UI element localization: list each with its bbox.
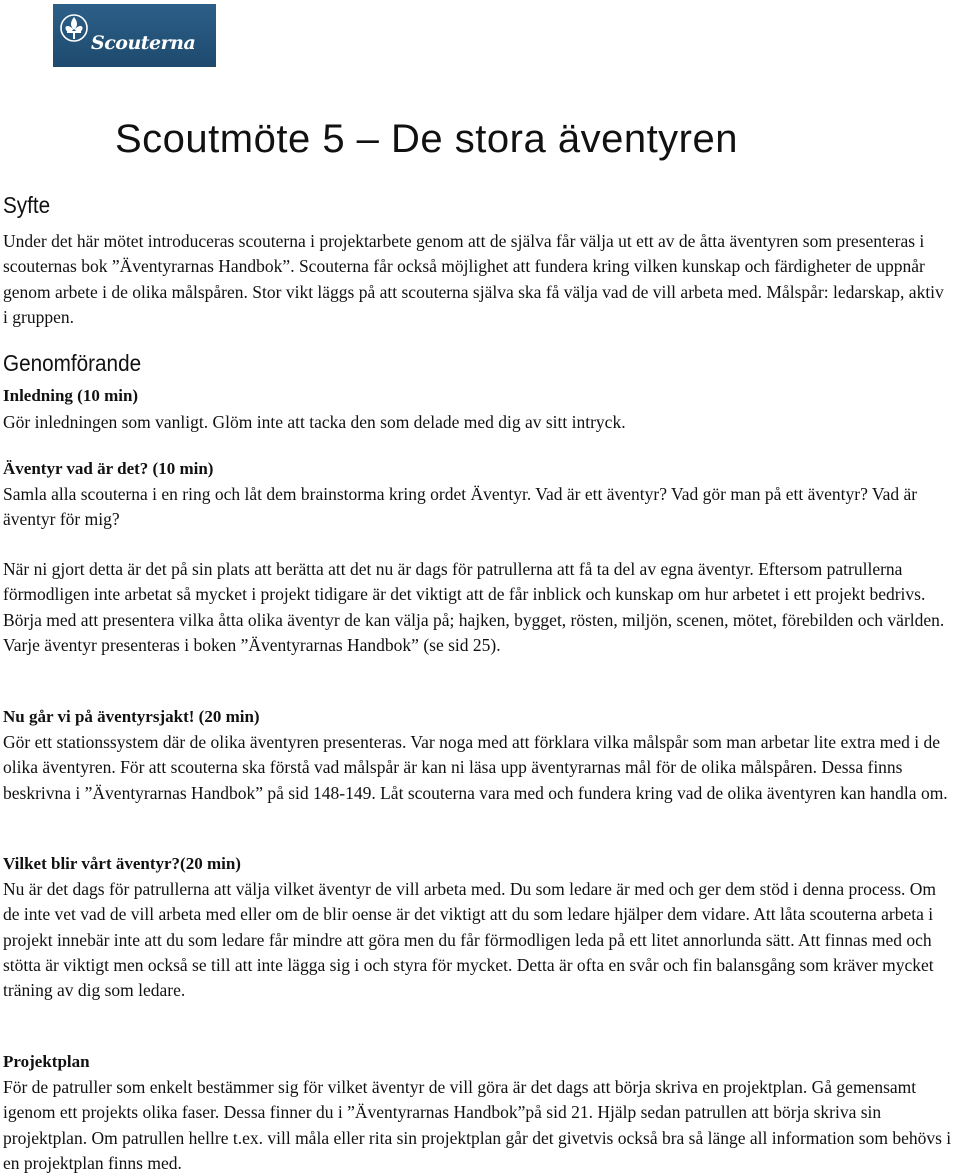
syfte-heading: Syfte [3, 192, 51, 218]
section-text-aventyrsjakt: Gör ett stationssystem där de olika äventyren presenteras. Var noga med att förklara vilka målspår som man arbetar lite extra med i de olika äventyren. För att scouterna ska förstå vad målspår är kan ni läsa upp äventyrarnas mål för de olika målspåren. Dessa finns beskrivna i ”Äventyrarnas Handbok” på sid 148-149. Låt scouterna vara med och fundera kring vad de olika äventyren kan handla om. [3, 732, 948, 803]
section-title-projektplan: Projektplan [3, 1052, 90, 1071]
section-title-inledning: Inledning (10 min) [3, 386, 139, 405]
scouterna-logo [53, 4, 216, 67]
page-title: Scoutmöte 5 – De stora äventyren [115, 117, 738, 161]
genomforande-heading: Genomförande [3, 350, 142, 376]
section-text-aventyr: Samla alla scouterna i en ring och låt dem brainstorma kring ordet Äventyr. Vad är ett äventyr? Vad gör man på ett äventyr? Vad är äventyr för mig? [3, 484, 918, 530]
section-text-inledning: Gör inledningen som vanligt. Glöm inte att tacka den som delade med dig av sitt intryck. [3, 412, 626, 432]
section-text-projektplan: För de patruller som enkelt bestämmer sig för vilket äventyr de vill göra är det dags att börja skriva en projektplan. Gå gemensamt igenom ett projekts olika faser. Dessa finner du i ”Äventyrarnas Handbok”på sid 21. Hjälp sedan patrullen att börja skriva sin projektplan. Om patrullen hellre t.ex. vill måla eller rita sin projektplan går det givetvis också bra så länge all information som behövs i en projektplan finns med. [3, 1077, 952, 1173]
section-title-vilket: Vilket blir vårt äventyr?(20 min) [3, 854, 241, 873]
logo-wordmark: Scouterna [91, 32, 196, 54]
section-title-aventyrsjakt: Nu går vi på äventyrsjakt! (20 min) [3, 707, 260, 726]
syfte-text: Under det här mötet introduceras scouterna i projektarbete genom att de själva får välja ut ett av de åtta äventyren som presenteras i scouternas bok ”Äventyrarnas Handbok”. Scouterna får också möjlighet att fundera kring vilken kunskap och färdigheter de uppnår genom arbete i de olika målspåren. Stor vikt läggs på att scouterna själva ska få välja vad de vill arbeta med. Målspår: ledarskap, aktiv i gruppen. [3, 231, 944, 327]
section-text-vilket: Nu är det dags för patrullerna att välja vilket äventyr de vill arbeta med. Du som ledare är med och ger dem stöd i denna process. Om de inte vet vad de vill arbeta med eller om de blir oense är det viktigt att du som ledare hjälper dem vidare. Att låta scouterna arbeta i projekt innebär inte att du som ledare får mindre att göra men du får förmodligen leda på ett litet annorlunda sätt. Att finnas med och stötta är viktigt men också se till att inte lägga sig i och styra för mycket. Detta är ofta en svår och fin balansgång som kräver mycket träning av dig som ledare. [3, 879, 937, 1001]
section-title-aventyr: Äventyr vad är det? (10 min) [3, 459, 214, 478]
section-text-presentation: När ni gjort detta är det på sin plats att berätta att det nu är dags för patrullerna att få ta del av egna äventyr. Eftersom patrullerna förmodligen inte arbetat så mycket i projekt tidigare är det viktigt att de får inblick och kunskap om hur arbetet i ett projekt bedrivs. Börja med att presentera vilka åtta olika äventyr de kan välja på; hajken, bygget, rösten, miljön, scenen, mötet, förebilden och världen. Varje äventyr presenteras i boken ”Äventyrarnas Handbok” (se sid 25). [3, 559, 945, 655]
fleur-de-lis-icon [58, 13, 90, 43]
